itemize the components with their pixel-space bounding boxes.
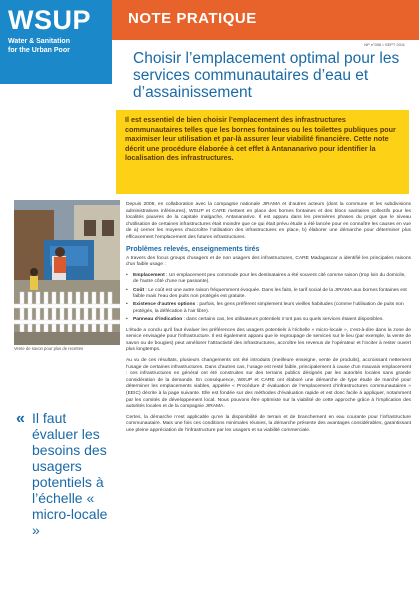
logo-subtitle-line-1: Water & Sanitation — [8, 38, 70, 45]
photo-caption: Vente de savon pour plus de recettes — [14, 346, 84, 351]
document-title: Choisir l’emplacement optimal pour les services communautaires d’eau et d’assainissement — [133, 50, 400, 101]
list-item — [126, 273, 411, 286]
list-item-term: Existence d’autres options — [133, 302, 196, 308]
photo-soap-stall — [14, 200, 120, 345]
paragraph-changes: Au vu de ces résultats, plusieurs changements ont été introduits (meilleure enseigne, vente de produits), accroissant nettement l’usage de certaines infrastructures. Dans d’autres cas, l’usage est resté faible, principalement à cause d’un mauvais emplacement : ces infrastructures en général ont été construites sur des terrains publics désignés par les autorités locales sans grande considération de la demande. En conséquence, WSUP et CARE ont élaboré une démarche de type étude de marché pour déterminer les emplacements viables, appelée « Procédure d’ évaluation de l’emplacement d’infrastructures communautaires » (EEIC) décrite à la page suivante. Elle est fondée sur des méthodes d’évaluation rapide et est donc facile à appliquer, notamment par les comités de développement local. Nous pouvons être optimiste sur la viabilité de cette approche grâce à l’implication des autorités locales et de la compagnie JIRAMA. — [126, 357, 411, 410]
logo-subtitle — [8, 37, 104, 55]
list-item-text: : Un emplacement peu commode pour les destinataires a été souvent cité comme raison (trop loin du domicile, de l’autre côté d’une rue passante). — [133, 272, 406, 285]
list-item — [126, 317, 411, 323]
list-item-term: Coût — [133, 287, 145, 293]
intro-text: Il est essentiel de bien choisir l’emplacement des infrastructures communautaires telles que les bornes fontaines ou les toilettes publiques pour maximiser leur utilisation et par-là assurer leur viabilité financière. Cette note décrit une procédure élaborée à cet effet à Antananarivo pour identifier la localisation des infrastructures. — [125, 115, 396, 163]
logo-wordmark: WSUP — [8, 5, 91, 35]
list-item — [126, 288, 411, 301]
intro-box — [116, 110, 409, 194]
photo-illustration — [14, 200, 120, 345]
wsup-logo — [0, 0, 112, 84]
issue-number: NP n°006 • SEPT 2011 — [364, 42, 405, 47]
body-column — [126, 202, 411, 439]
paragraph-limits: Certes, la démarche n’est applicable qu’en la disponibilité de terrain et de branchement en eau courante pour l’infrastructure communautaire. Mais une fois ces conditions minimales réunies, la démarche présente des avantages considérables, garantissant une pleine appréciation de l’infrastructure par les usagers et sa viabilité commerciale. — [126, 414, 411, 433]
reasons-list — [126, 273, 411, 324]
list-item-text: : dans certains cas, les utilisateurs potentiels n’ont pas su quels services étaient disponibles. — [182, 317, 384, 323]
list-item — [126, 302, 411, 315]
list-item-term: Emplacement — [133, 272, 165, 278]
list-item-text: : parfois, les gens préfèrent simplement leurs vieilles habitudes (comme l’utilisation de puits non protégés, la défécation à l’air libre). — [133, 302, 404, 314]
pull-quote: Il faut évaluer les besoins des usagers potentiels à l’échelle « micro-locale » — [32, 410, 108, 538]
note-type-title: NOTE PRATIQUE — [128, 10, 257, 27]
logo-subtitle-line-2: for the Urban Poor — [8, 47, 70, 54]
section-heading: Problèmes relevés, enseignements tirés — [126, 245, 260, 253]
paragraph-conclusion: L’étude a conclu qu’il faut évaluer les préférences des usagers potentiels à l’échelle « micro-locale », c’est-à-dire dans la zone de service envisagée pour l’infrastructure. Il est également apparu que le regroupage de services sur le lieu (par exemple, la vente de savon ou de bougies) peut améliorer l’attractivité des infrastructures, accroître les revenus de l’opérateur et l’inciter à rester ouvert plus longtemps. — [126, 327, 411, 353]
paragraph-context: Depuis 2008, en collaboration avec la compagnie nationale JIRAMA et d’autres acteurs (dont la commune et les subdivisions administratives inférieures), WSUP et CARE mettent en place des bornes fontaines et des blocs sanitaires collectifs pour les localités pauvres de la capitale malgache, Antananarivo. Il est apparu dans les premières phases du projet que le niveau d’utilisation de certaines infrastructures était moindre que ce qui était prévu étude a été lancée pour en connaître les causes en vue de a) cerner les moyens d’accroître l’utilisation des infrastructures en place, b) élaborer une démarche pour déterminer plus efficacement l’emplacement des futures infrastructures. — [126, 202, 411, 240]
list-item-term: Panneau d’indication — [133, 317, 183, 323]
paragraph-focus-groups: A travers des focus groups d’usagers et de non usagers des infrastructures, CARE Madagascar a identifié les principales raisons d’un faible usage : — [126, 255, 411, 268]
quote-mark: « — [16, 410, 25, 427]
list-item-text: : Le coût est une autre raison fréquemment évoquée. Dans les faits, le tarif social de la JIRAMA aux bornes fontaines est faible mais l’eau des puits non protégés est gratuite. — [133, 287, 407, 299]
